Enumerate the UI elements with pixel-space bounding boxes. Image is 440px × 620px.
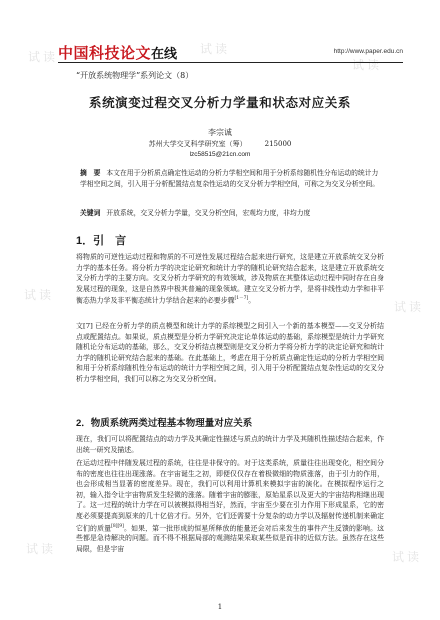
watermark: 试读 [26, 542, 57, 556]
postcode: 215000 [264, 140, 292, 148]
section-heading-2: 2．物质系统两类过程基本物理量对应关系 [76, 418, 253, 429]
abstract-text: 本文在用于分析质点确定性运动的分析力学相空间和用于分析系综随机性分布运动的统计力学相空间之间，引入用于分析配置结点复杂性运动的交叉分析力学相空间，可称之为交叉分析空间。 [80, 169, 380, 189]
journal-logo [58, 42, 177, 63]
abstract [80, 168, 380, 190]
paragraph-text: 将物质的可逆性运动过程和物质的不可逆性发展过程结合起来进行研究，这是建立开放系统交叉分析力学的基本任务。将分析力学的决定论研究和统计力学的随机论研究结合起来，这是建立开放系统交叉分析力学的主要方向。交叉分析力学研究的有效领域，涉及物质在其整体运动过程中同时存在自身发展过程的现象，这是自然界中极其普遍的现象领域。建立交叉分析力学，是将非线性动力学和非平衡态热力学及非平衡态统计力学结合起来的必要步骤 [76, 253, 384, 305]
intro-paragraph-2: 文[7] 已经在分析力学的质点模型和统计力学的系综模型之间引入一个新的基本模型——交叉分析结点或配置结点。如果说，质点模型是分析力学研究决定论单体运动的基础，系综模型是统计力学研究随机论分布运动的基础，那么，交叉分析结点模型则是交叉分析力学将分析力学的决定论研究和统计力学的随机论研究结合起来的基础。在此基础上，考虑在用于分析质点确定性运动的分析力学相空间和用于分析系综随机性分布运动的统计力学相空间之间，引入用于分析配置结点复杂性运动的交叉分析力学相空间，我们可以称之为交叉分析空间。 [76, 322, 384, 383]
keywords-text: 开放系统，交叉分析力学量，交叉分析空间，宏观均力度，非均力度 [106, 209, 311, 217]
watermark: 试读 [28, 50, 59, 64]
logo-text-red: 中国科技论文 [58, 45, 152, 62]
watermark: 试读 [352, 58, 383, 72]
paragraph-text: 在运动过程中伴随发展过程的系统，往往是非保守的。对于这类系统，质量往往出现变化，相空间分布的密度也往往出现涨落。在宇宙诞生之初，即便仅仅存在着极微细的物质涨落，由于引力的作用，也会形成相当显著的密度差异。现在，我们可以利用计算机来模拟宇宙的演化。在模拟程序运行之初，输入指令让宇宙物质发生轻微的涨落。随着宇宙的膨胀，原始星系以及更大的宇宙结构相继出现了。这一过程的统计力学在可以被模拟得相当好，然而，宇宙至少要在引力作用下形成星系，它的密度必须要提高到原来的几十亿倍才行。另外，它们还需要十分复杂的动力学以及辐射传递机制来确定它们的质量 [76, 459, 384, 532]
paragraph-end: 。如果，第一批形成的恒星所释放的能量还会对后来发生的事件产生反馈的影响。这些都是急待解决的问题。而不得不根据局部的观测结果采取某些似是而非的近似方法。虽然存在这些局限，但是宇宙 [76, 523, 385, 554]
author-email[interactable]: lzc58515@21cn.com [189, 151, 251, 158]
watermark: 试读 [392, 550, 423, 564]
header-divider [58, 62, 403, 63]
paper-title: 系统演变过程交叉分析力学量和状态对应关系 [88, 95, 351, 110]
series-label: “开放系统物理学”系列论文（8） [76, 71, 194, 80]
journal-header [58, 40, 403, 62]
page-number: 1 [217, 603, 223, 611]
keywords-label: 关键词 [80, 210, 101, 217]
intro-paragraph-1 [76, 252, 384, 306]
section-heading-intro: 1．引 言 [76, 235, 127, 247]
citation-ref[interactable]: [1－7] [234, 296, 249, 302]
author-name: 李宗诚 [208, 128, 232, 137]
affiliation-name: 苏州大学交叉科学研究室（筹） [148, 140, 247, 148]
site-url-link[interactable]: http://www.paper.edu.cn [333, 48, 403, 55]
watermark: 试读 [24, 288, 55, 302]
affiliation [0, 139, 440, 149]
logo-text-black: 在线 [151, 46, 178, 61]
keywords [80, 208, 380, 219]
section2-paragraph-2 [76, 458, 384, 555]
citation-ref[interactable]: [8][9] [111, 523, 124, 529]
abstract-label: 摘 要 [80, 170, 101, 177]
paragraph-end: 。 [248, 296, 256, 305]
watermark: 试读 [200, 42, 231, 56]
watermark: 试读 [394, 300, 425, 314]
section2-paragraph-1: 现在，我们可以将配置结点的动力学及其确定性描述与质点的统计力学及其随机性描述结合起来，作出统一研究及描述。 [76, 435, 384, 454]
